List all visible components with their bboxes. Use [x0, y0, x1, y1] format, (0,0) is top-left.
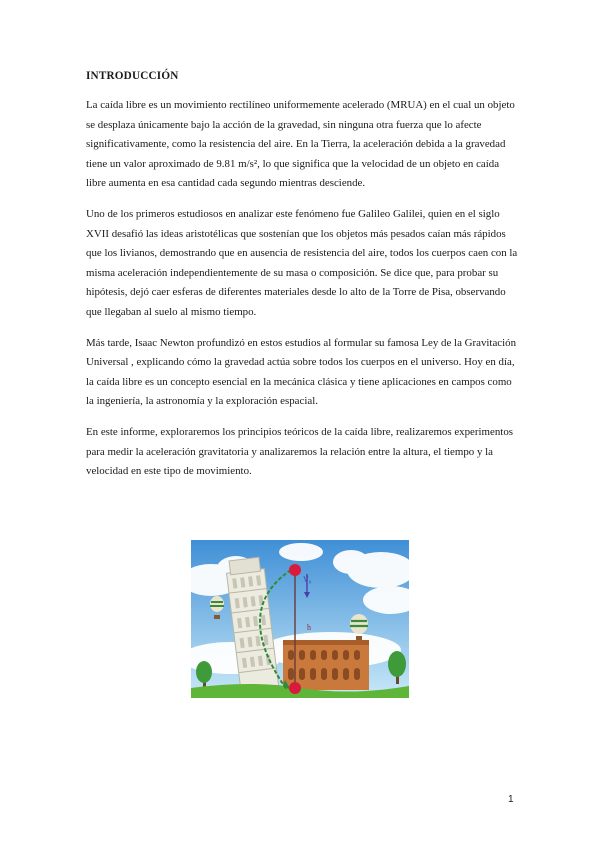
- label-h: h: [307, 623, 311, 632]
- label-v0: V₀: [303, 575, 312, 584]
- paragraph-4: En este informe, exploraremos los principios teóricos de la caída libre, realizaremos experimentos para medir la aceleración gravitatoria y analizaremos la relación entre la altura, el tiempo y la velocidad en este tipo de movimiento.: [86, 425, 514, 478]
- section-heading: INTRODUCCIÓN: [86, 70, 179, 82]
- page-number: 1: [508, 794, 514, 805]
- free-fall-illustration: [191, 540, 409, 698]
- illustration-svg: [191, 540, 409, 698]
- paragraph-1: La caída libre es un movimiento rectilíneo uniformemente acelerado (MRUA) en el cual un objeto se desplaza únicamente bajo la acción de la gravedad, sin ninguna otra fuerza que lo afecte significativamente, como la resistencia del aire. En la Tierra, la aceleración debida a la gravedad tiene un valor aproximado de 9.81 m/s², lo que significa que la velocidad de un objeto en caída libre aumenta en esa cantidad cada segundo mientras desciende.: [86, 99, 515, 190]
- paragraph-3: Más tarde, Isaac Newton profundizó en estos estudios al formular su famosa Ley de la Gravitación Universal , explicando cómo la gravedad actúa sobre todos los cuerpos en el universo. Hoy en día, la caída libre es un concepto esencial en la mecánica clásica y tiene aplicaciones en campos como la ingeniería, la astronomía y la exploración espacial.: [86, 336, 517, 408]
- body-text: [86, 96, 518, 493]
- paragraph-2: Uno de los primeros estudiosos en analizar este fenómeno fue Galileo Galilei, quien en el siglo XVII desafió las ideas aristotélicas que sostenían que los objetos más pesados caían más rápidos que los livianos, demostrando que en ausencia de resistencia del aire, todos los cuerpos caen con la misma aceleración independientemente de su masa o composición. Se dice que, para probar su hipótesis, dejó caer esferas de diferentes materiales desde lo alto de la Torre de Pisa, observando que llegaban al suelo al mismo tiempo.: [86, 207, 518, 318]
- ball-top-icon: [289, 564, 301, 576]
- ball-bottom-icon: [289, 682, 301, 694]
